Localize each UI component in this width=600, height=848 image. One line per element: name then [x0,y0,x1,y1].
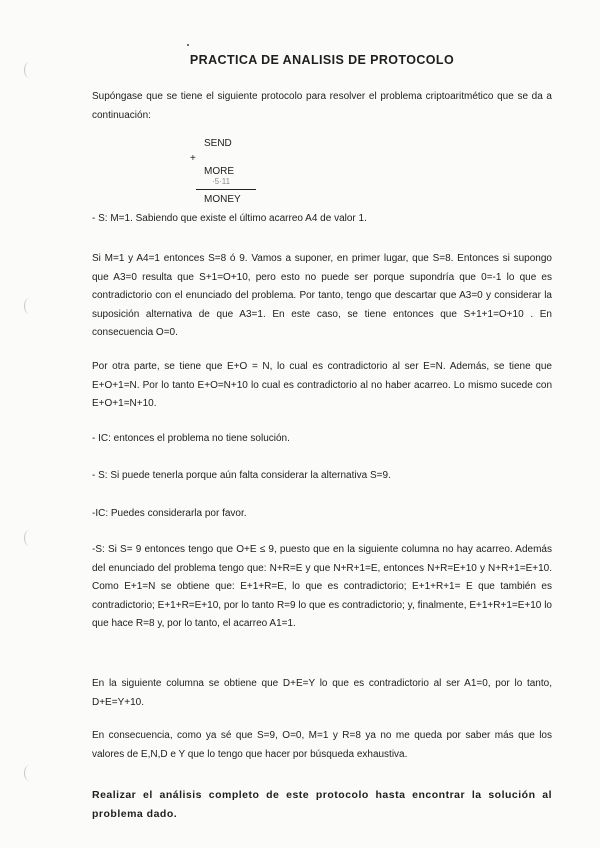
paragraph-s-equals-9: -S: Si S= 9 entonces tengo que O+E ≤ 9, puesto que en la siguiente columna no hay acarreo. Además del enunciado del problema tengo que: N+R=E y que N+R+1=E, entonces N+R=E+10 y N+R+1=E+10. Como E+1=N se obtiene que: E+1+R=E, lo que es contradictorio; E+1+R+1= E que también es contradictorio; E+1+R=E+10, por lo tanto R=9 lo que es contradictorio; y, finalmente, E+1+R+1=E+10 lo que hace R=8 y, por lo tanto, el acarreo A1=1. [92,544,552,629]
ic-consider: -IC: Puedes considerarla por favor. [92,508,247,519]
paragraph-s-equals-8: Si M=1 y A4=1 entonces S=8 ó 9. Vamos a suponer, en primer lugar, que S=8. Entonces si supongo que A3=0 resulta que S+1=O+10, pero esto no puede ser porque supondría que 0=-1 lo que es contradictorio con el enunciado del problema. Por tanto, tengo que descartar que A3=0 y considerar la suposición alternativa de que A3=1. En este caso, se tiene entonces que S+1+1=O+10 . En consecuencia O=0. [92,253,552,338]
plus-sign: + [190,153,196,164]
handwritten-scribble: ·5·11 [212,177,231,186]
operand-more: MORE [204,166,234,177]
sum-rule-line [196,189,256,190]
operand-send: SEND [204,138,232,149]
paragraph-next-column: En la siguiente columna se obtiene que D+E=Y lo que es contradictorio al ser A1=0, por lo tanto, D+E=Y+10. [92,678,552,708]
ic-no-solution: - IC: entonces el problema no tiene solución. [92,433,290,444]
intro-paragraph: Supóngase que se tiene el siguiente protocolo para resolver el problema criptoaritmético que se da a continuación: [92,91,552,121]
s-alternative: - S: Si puede tenerla porque aún falta considerar la alternativa S=9. [92,470,391,481]
stray-mark [187,44,189,46]
statement-m-equals-1: - S: M=1. Sabiendo que existe el último acarreo A4 de valor 1. [92,213,367,224]
assignment-instruction: Realizar el análisis completo de este protocolo hasta encontrar la solución al problema dado. [92,789,552,820]
binder-hole-mark [24,765,35,781]
binder-hole-mark [24,298,35,314]
page-title: PRACTICA DE ANALISIS DE PROTOCOLO [189,53,455,67]
binder-hole-mark [24,530,35,546]
paragraph-other-side: Por otra parte, se tiene que E+O = N, lo cual es contradictorio al ser E=N. Además, se tiene que E+O+1=N. Por lo tanto E+O=N+10 lo cual es contradictorio al no haber acarreo. Lo mismo sucede con E+O+1=N+10. [92,361,552,409]
result-money: MONEY [204,194,241,205]
paragraph-consequence: En consecuencia, como ya sé que S=9, O=0, M=1 y R=8 ya no me queda por saber más que los valores de E,N,D e Y que lo tengo que hacer por búsqueda exhaustiva. [92,730,552,760]
